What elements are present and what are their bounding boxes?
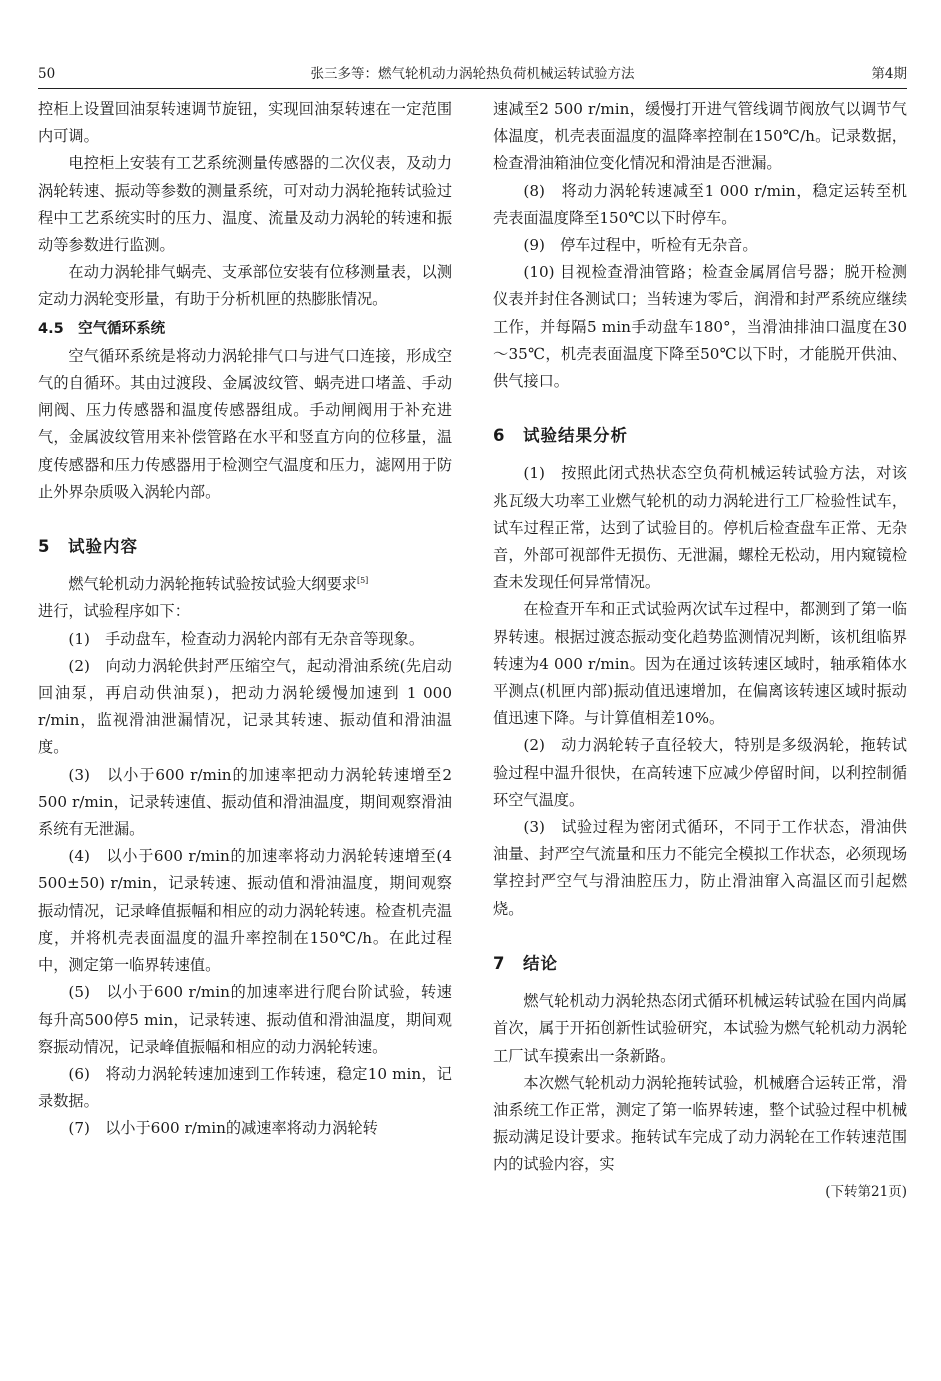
step-7: (7) 以小于600 r/min的减速率将动力涡轮转 <box>68 1119 378 1138</box>
step-3: (3) 以小于600 r/min的加速率把动力涡轮转速增至2 500 r/min，记录转速值、振动值和滑油温度，期间观察滑油系统有无泄漏。 <box>38 765 452 839</box>
section-heading-4-5: 4.5 空气循环系统 <box>38 320 166 337</box>
step-10: (10) 目视检查滑油管路；检查金属屑信号器；脱开检测仪表并封住各测试口；当转速为零后，润滑和封严系统应继续工作，并每隔5 min手动盘车180°，当滑油排油口温度在30～35℃，机壳表面温度下降至50℃以下时，才能脱开供油、供气接口。 <box>493 263 907 391</box>
result-3: (3) 试验过程为密闭式循环，不同于工作状态，滑油供油量、封严空气流量和压力不能完全模拟工作状态，必须现场掌控封严空气与滑油腔压力，防止滑油窜入高温区而引起燃烧。 <box>493 818 907 918</box>
page-header <box>38 62 907 86</box>
page-number: 50 <box>38 66 56 82</box>
header-rule <box>38 88 907 89</box>
result-1: (1) 按照此闭式热状态空负荷机械运转试验方法，对该兆瓦级大功率工业燃气轮机的动力涡轮进行工厂检验性试车，试车过程正常，达到了试验目的。停机后检查盘车正常、无杂音，外部可视部件无损伤、无泄漏，螺栓无松动，用内窥镜检查未发现任何异常情况。 <box>493 464 907 592</box>
section-heading-5: 5 试验内容 <box>38 537 138 557</box>
paragraph: 速减至2 500 r/min，缓慢打开进气管线调节阀放气以调节气体温度，机壳表面温度的温降率控制在150℃/h。记录数据，检查滑油箱油位变化情况和滑油是否泄漏。 <box>493 100 907 173</box>
left-column <box>38 96 452 1143</box>
paragraph-text: 燃气轮机动力涡轮拖转试验按试验大纲要求 <box>68 575 357 594</box>
section-heading-6: 6 试验结果分析 <box>493 426 628 446</box>
step-4: (4) 以小于600 r/min的加速率将动力涡轮转速增至(4 500±50) r/min，记录转速、振动值和滑油温度，期间观察振动情况，记录峰值振幅和相应的动力涡轮转速。检查机壳温度，并将机壳表面温度的温升率控制在150℃/h。在此过程中，测定第一临界转速值。 <box>38 847 452 975</box>
step-6: (6) 将动力涡轮转速加速到工作转速，稳定10 min，记录数据。 <box>38 1064 452 1111</box>
step-2: (2) 向动力涡轮供封严压缩空气，起动滑油系统(先启动回油泵，再启动供油泵)，把动力涡轮缓慢加速到 1 000 r/min，监视滑油泄漏情况，记录其转速、振动值和滑油温度。 <box>38 656 452 757</box>
paragraph <box>38 571 452 625</box>
continued-note: (下转第21页) <box>825 1183 907 1200</box>
paragraph: 燃气轮机动力涡轮热态闭式循环机械运转试验在国内尚属首次，属于开拓创新性试验研究，本试验为燃气轮机动力涡轮工厂试车摸索出一条新路。 <box>493 992 907 1065</box>
right-column <box>493 96 907 1206</box>
paragraph: 在检查开车和正式试验两次试车过程中，都测到了第一临界转速。根据过渡态振动变化趋势监测情况判断，该机组临界转速为4 000 r/min。因为在通过该转速区域时，轴承箱体水平测点(机匣内部)振动值迅速增加，在偏离该转速区域时振动值迅速下降。与计算值相差10%。 <box>493 600 907 728</box>
citation-ref: [5] <box>356 576 369 586</box>
section-heading-7: 7 结论 <box>493 953 558 973</box>
issue-label: 第4期 <box>871 66 907 82</box>
paragraph: 电控柜上安装有工艺系统测量传感器的二次仪表，及动力涡轮转速、振动等参数的测量系统，可对动力涡轮拖转试验过程中工艺系统实时的压力、温度、流量及动力涡轮的转速和振动等参数进行监测。 <box>38 154 452 255</box>
paragraph: 空气循环系统是将动力涡轮排气口与进气口连接，形成空气的自循环。其由过渡段、金属波纹管、蜗壳进口堵盖、手动闸阀、压力传感器和温度传感器组成。手动闸阀用于补充进气，金属波纹管用来补偿管路在水平和竖直方向的位移量，温度传感器和压力传感器用于检测空气温度和压力，滤网用于防止外界杂质吸入涡轮内部。 <box>38 346 452 501</box>
step-9: (9) 停车过程中，听检有无杂音。 <box>523 236 758 255</box>
step-5: (5) 以小于600 r/min的加速率进行爬台阶试验，转速每升高500停5 min，记录转速、振动值和滑油温度，期间观察振动情况，记录峰值振幅和相应的动力涡轮转速。 <box>38 983 452 1056</box>
paragraph: 控柜上设置回油泵转速调节旋钮，实现回油泵转速在一定范围内可调。 <box>38 100 452 146</box>
paragraph: 在动力涡轮排气蜗壳、支承部位安装有位移测量表，以测定动力涡轮变形量，有助于分析机匣的热膨胀情况。 <box>38 263 452 309</box>
result-2: (2) 动力涡轮转子直径较大，特别是多级涡轮，拖转试验过程中温升很快，在高转速下应减少停留时间，以利控制循环空气温度。 <box>493 736 907 809</box>
paragraph: 本次燃气轮机动力涡轮拖转试验，机械磨合运转正常，滑油系统工作正常，测定了第一临界转速，整个试验过程中机械振动满足设计要求。拖转试车完成了动力涡轮在工作转速范围内的试验内容，实 <box>493 1073 907 1174</box>
paragraph-text-cont: 进行，试验程序如下： <box>38 602 190 621</box>
step-8: (8) 将动力涡轮转速减至1 000 r/min，稳定运转至机壳表面温度降至150℃以下时停车。 <box>493 181 907 227</box>
running-title: 张三多等：燃气轮机动力涡轮热负荷机械运转试验方法 <box>310 66 635 82</box>
step-1: (1) 手动盘车，检查动力涡轮内部有无杂音等现象。 <box>68 629 425 648</box>
